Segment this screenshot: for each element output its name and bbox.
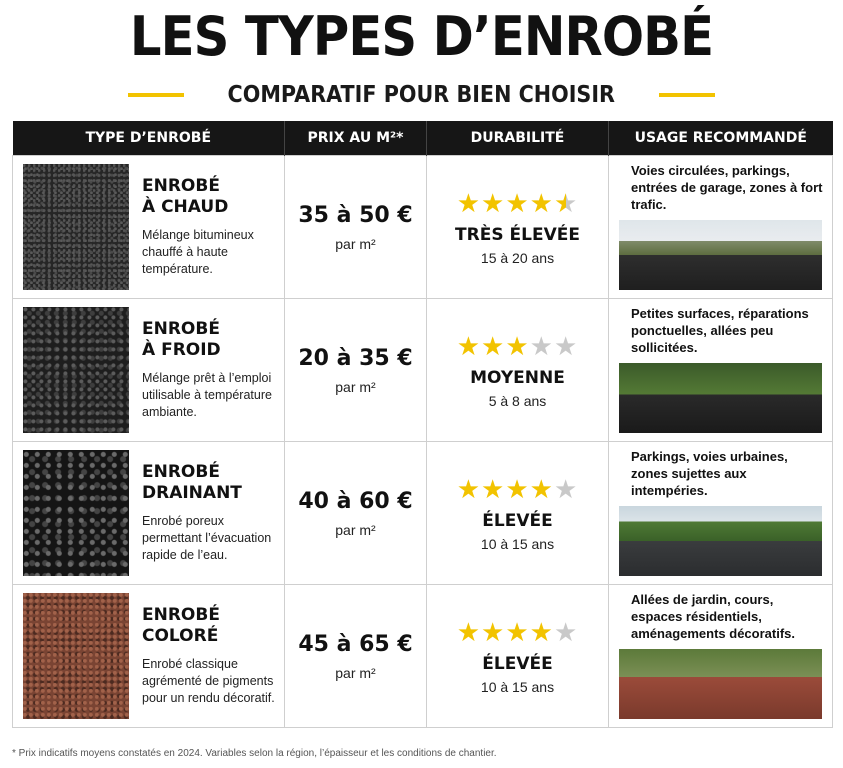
type-description: Mélange prêt à l’emploi utilisable à température ambiante.: [142, 371, 272, 419]
asphalt-texture-image: [23, 164, 129, 290]
price-value: 40 à 60 €: [298, 488, 413, 514]
durability-cell: [427, 585, 609, 728]
comparison-table: [12, 121, 833, 728]
star-icon: ★: [529, 616, 554, 647]
header-usage: USAGE RECOMMANDÉ: [609, 121, 833, 156]
usage-text: Voies circulées, parkings, entrées de garage, zones à fort trafic.: [631, 163, 823, 212]
durability-level: TRÈS ÉLEVÉE: [455, 224, 580, 245]
durability-years: 15 à 20 ans: [480, 249, 555, 266]
header-type: TYPE D’ENROBÉ: [13, 121, 285, 156]
subtitle-bar: [0, 78, 843, 112]
header-price: PRIX AU M²*: [285, 121, 427, 156]
garden-path-photo: [619, 649, 822, 719]
usage-text: Allées de jardin, cours, espaces résidentiels, aménagements décoratifs.: [631, 592, 796, 641]
durability-level: ÉLEVÉE: [482, 510, 553, 531]
price-unit: par m²: [335, 664, 376, 681]
star-icon: ★: [481, 616, 506, 647]
price-unit: par m²: [335, 378, 376, 395]
type-name: ENROBÉ COLORÉ: [142, 605, 220, 646]
star-icon: ★: [456, 187, 482, 218]
durability-years: 5 à 8 ans: [488, 392, 547, 409]
star-rating: [427, 189, 608, 217]
type-name: ENROBÉ À CHAUD: [142, 176, 229, 217]
usage-text: Parkings, voies urbaines, zones sujettes aux intempéries.: [631, 449, 788, 498]
type-name: ENROBÉ DRAINANT: [142, 462, 242, 503]
table-header-row: [13, 121, 833, 156]
star-icon: ★: [481, 473, 506, 504]
star-icon: ★: [529, 330, 554, 361]
asphalt-texture-image: [23, 450, 129, 576]
durability-years: 10 à 15 ans: [480, 678, 555, 695]
usage-cell: [609, 156, 833, 299]
price-unit: par m²: [335, 521, 376, 538]
durability-cell: [427, 442, 609, 585]
price-cell: [285, 585, 427, 728]
price-value: 45 à 65 €: [298, 631, 413, 657]
price-unit: par m²: [335, 235, 376, 252]
table-row: [13, 299, 833, 442]
path-photo: [619, 363, 822, 433]
type-description: Mélange bitumineux chauffé à haute température.: [142, 228, 254, 276]
star-icon: ★: [505, 330, 530, 361]
asphalt-texture-image: [23, 307, 129, 433]
durability-years: 10 à 15 ans: [480, 535, 555, 552]
star-icon: ★: [553, 330, 579, 361]
accent-line-right: [659, 93, 715, 97]
type-cell: [13, 442, 285, 585]
price-value: 35 à 50 €: [298, 202, 413, 228]
type-cell: [13, 585, 285, 728]
usage-cell: [609, 585, 833, 728]
star-icon: ★: [481, 330, 506, 361]
type-name: ENROBÉ À FROID: [142, 319, 221, 360]
table-row: [13, 442, 833, 585]
header-durability: DURABILITÉ: [427, 121, 609, 156]
star-icon: ★: [505, 473, 530, 504]
star-icon: ★: [553, 616, 579, 647]
star-icon: ★: [529, 187, 554, 218]
asphalt-texture-image: [23, 593, 129, 719]
footnote: * Prix indicatifs moyens constatés en 2024. Variables selon la région, l’épaisseur et les conditions de chantier.: [12, 748, 497, 759]
star-icon: ★: [481, 187, 506, 218]
price-value: 20 à 35 €: [298, 345, 413, 371]
table-row: [13, 585, 833, 728]
type-description: Enrobé classique agrémenté de pigments pour un rendu décoratif.: [142, 657, 275, 705]
page-title: LES TYPES D’ENROBÉ: [129, 5, 714, 68]
usage-text: Petites surfaces, réparations ponctuelles, allées peu sollicitées.: [631, 306, 809, 355]
price-cell: [285, 442, 427, 585]
star-icon: ★: [456, 473, 482, 504]
type-cell: [13, 156, 285, 299]
page-subtitle: COMPARATIF POUR BIEN CHOISIR: [227, 82, 616, 108]
star-icon: ★: [529, 473, 554, 504]
star-rating: [427, 332, 608, 360]
star-icon: ★: [505, 616, 530, 647]
durability-level: ÉLEVÉE: [482, 653, 553, 674]
star-icon: ★: [553, 187, 579, 218]
usage-cell: [609, 442, 833, 585]
durability-cell: [427, 299, 609, 442]
driveway-photo: [619, 220, 822, 290]
star-rating: [427, 618, 608, 646]
type-description: Enrobé poreux permettant l’évacuation rapide de l’eau.: [142, 514, 272, 562]
price-cell: [285, 156, 427, 299]
type-cell: [13, 299, 285, 442]
table-row: [13, 156, 833, 299]
star-icon: ★: [553, 473, 579, 504]
parking-photo: [619, 506, 822, 576]
durability-cell: [427, 156, 609, 299]
price-cell: [285, 299, 427, 442]
star-icon: ★: [505, 187, 530, 218]
durability-level: MOYENNE: [470, 367, 565, 388]
accent-line-left: [128, 93, 184, 97]
usage-cell: [609, 299, 833, 442]
star-icon: ★: [456, 616, 482, 647]
star-icon: ★: [456, 330, 482, 361]
star-rating: [427, 475, 608, 503]
